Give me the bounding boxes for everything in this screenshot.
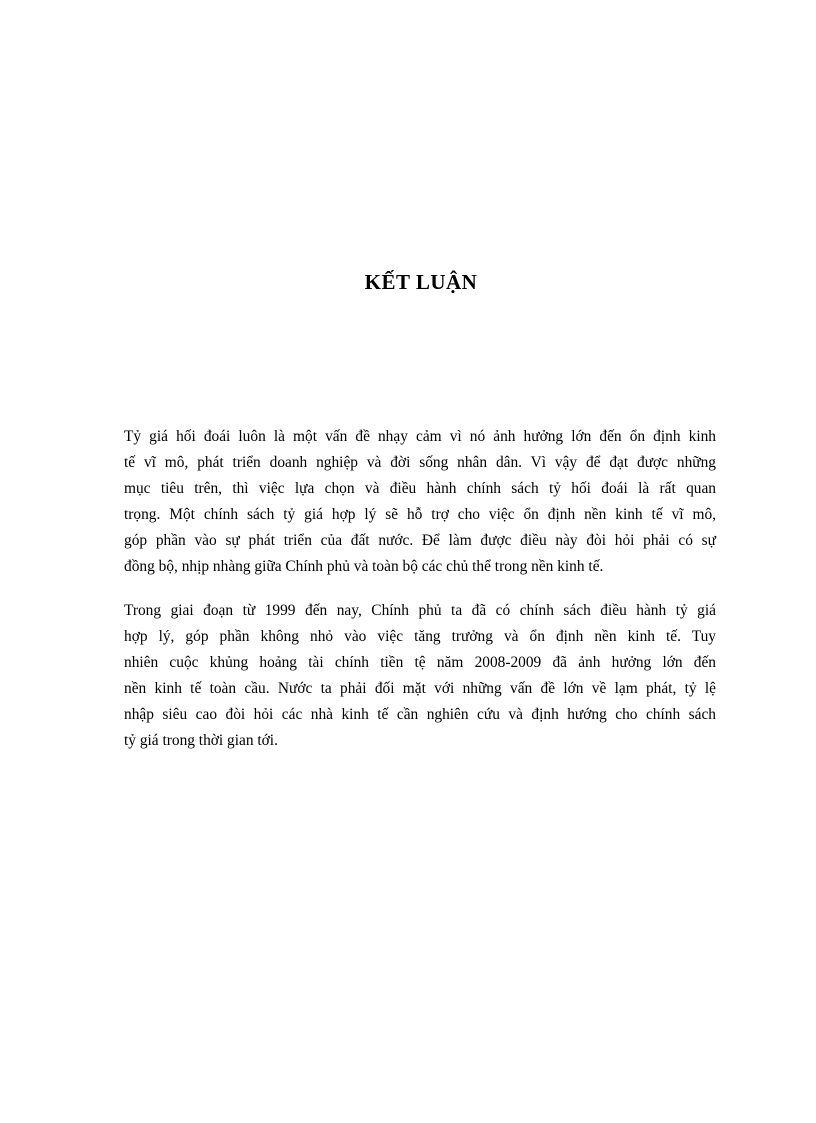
paragraph-2 xyxy=(124,598,716,754)
text-line: mục tiêu trên, thì việc lựa chọn và điều hành chính sách tỷ hối đoái là rất quan xyxy=(124,480,716,497)
text-line: trọng. Một chính sách tỷ giá hợp lý sẽ hỗ trợ cho việc ổn định nền kinh tế vĩ mô, xyxy=(124,506,716,523)
paragraph-1 xyxy=(124,424,716,580)
text-line: nhiên cuộc khủng hoảng tài chính tiền tệ năm 2008-2009 đã ảnh hưởng lớn đến xyxy=(124,654,716,671)
text-line: nhập siêu cao đòi hỏi các nhà kinh tế cần nghiên cứu và định hướng cho chính sách xyxy=(124,706,716,723)
text-line: hợp lý, góp phần không nhỏ vào việc tăng trưởng và ổn định nền kinh tế. Tuy xyxy=(124,628,716,645)
text-line: đồng bộ, nhịp nhàng giữa Chính phủ và toàn bộ các chủ thể trong nền kinh tế. xyxy=(124,558,604,575)
text-line: tế vĩ mô, phát triển doanh nghiệp và đời sống nhân dân. Vì vậy để đạt được những xyxy=(124,454,716,471)
text-line: Trong giai đoạn từ 1999 đến nay, Chính phủ ta đã có chính sách điều hành tỷ giá xyxy=(124,602,716,619)
document-body xyxy=(124,424,716,772)
text-line: tỷ giá trong thời gian tới. xyxy=(124,732,278,749)
text-line: nền kinh tế toàn cầu. Nước ta phải đối mặt với những vấn đề lớn về lạm phát, tỷ lệ xyxy=(124,680,716,697)
text-line: góp phần vào sự phát triển của đất nước. Để làm được điều này đòi hỏi phải có sự xyxy=(124,532,716,549)
text-line: Tỷ giá hối đoái luôn là một vấn đề nhạy cảm vì nó ảnh hưởng lớn đến ổn định kinh xyxy=(124,428,716,445)
page-title: KẾT LUẬN xyxy=(364,270,478,294)
